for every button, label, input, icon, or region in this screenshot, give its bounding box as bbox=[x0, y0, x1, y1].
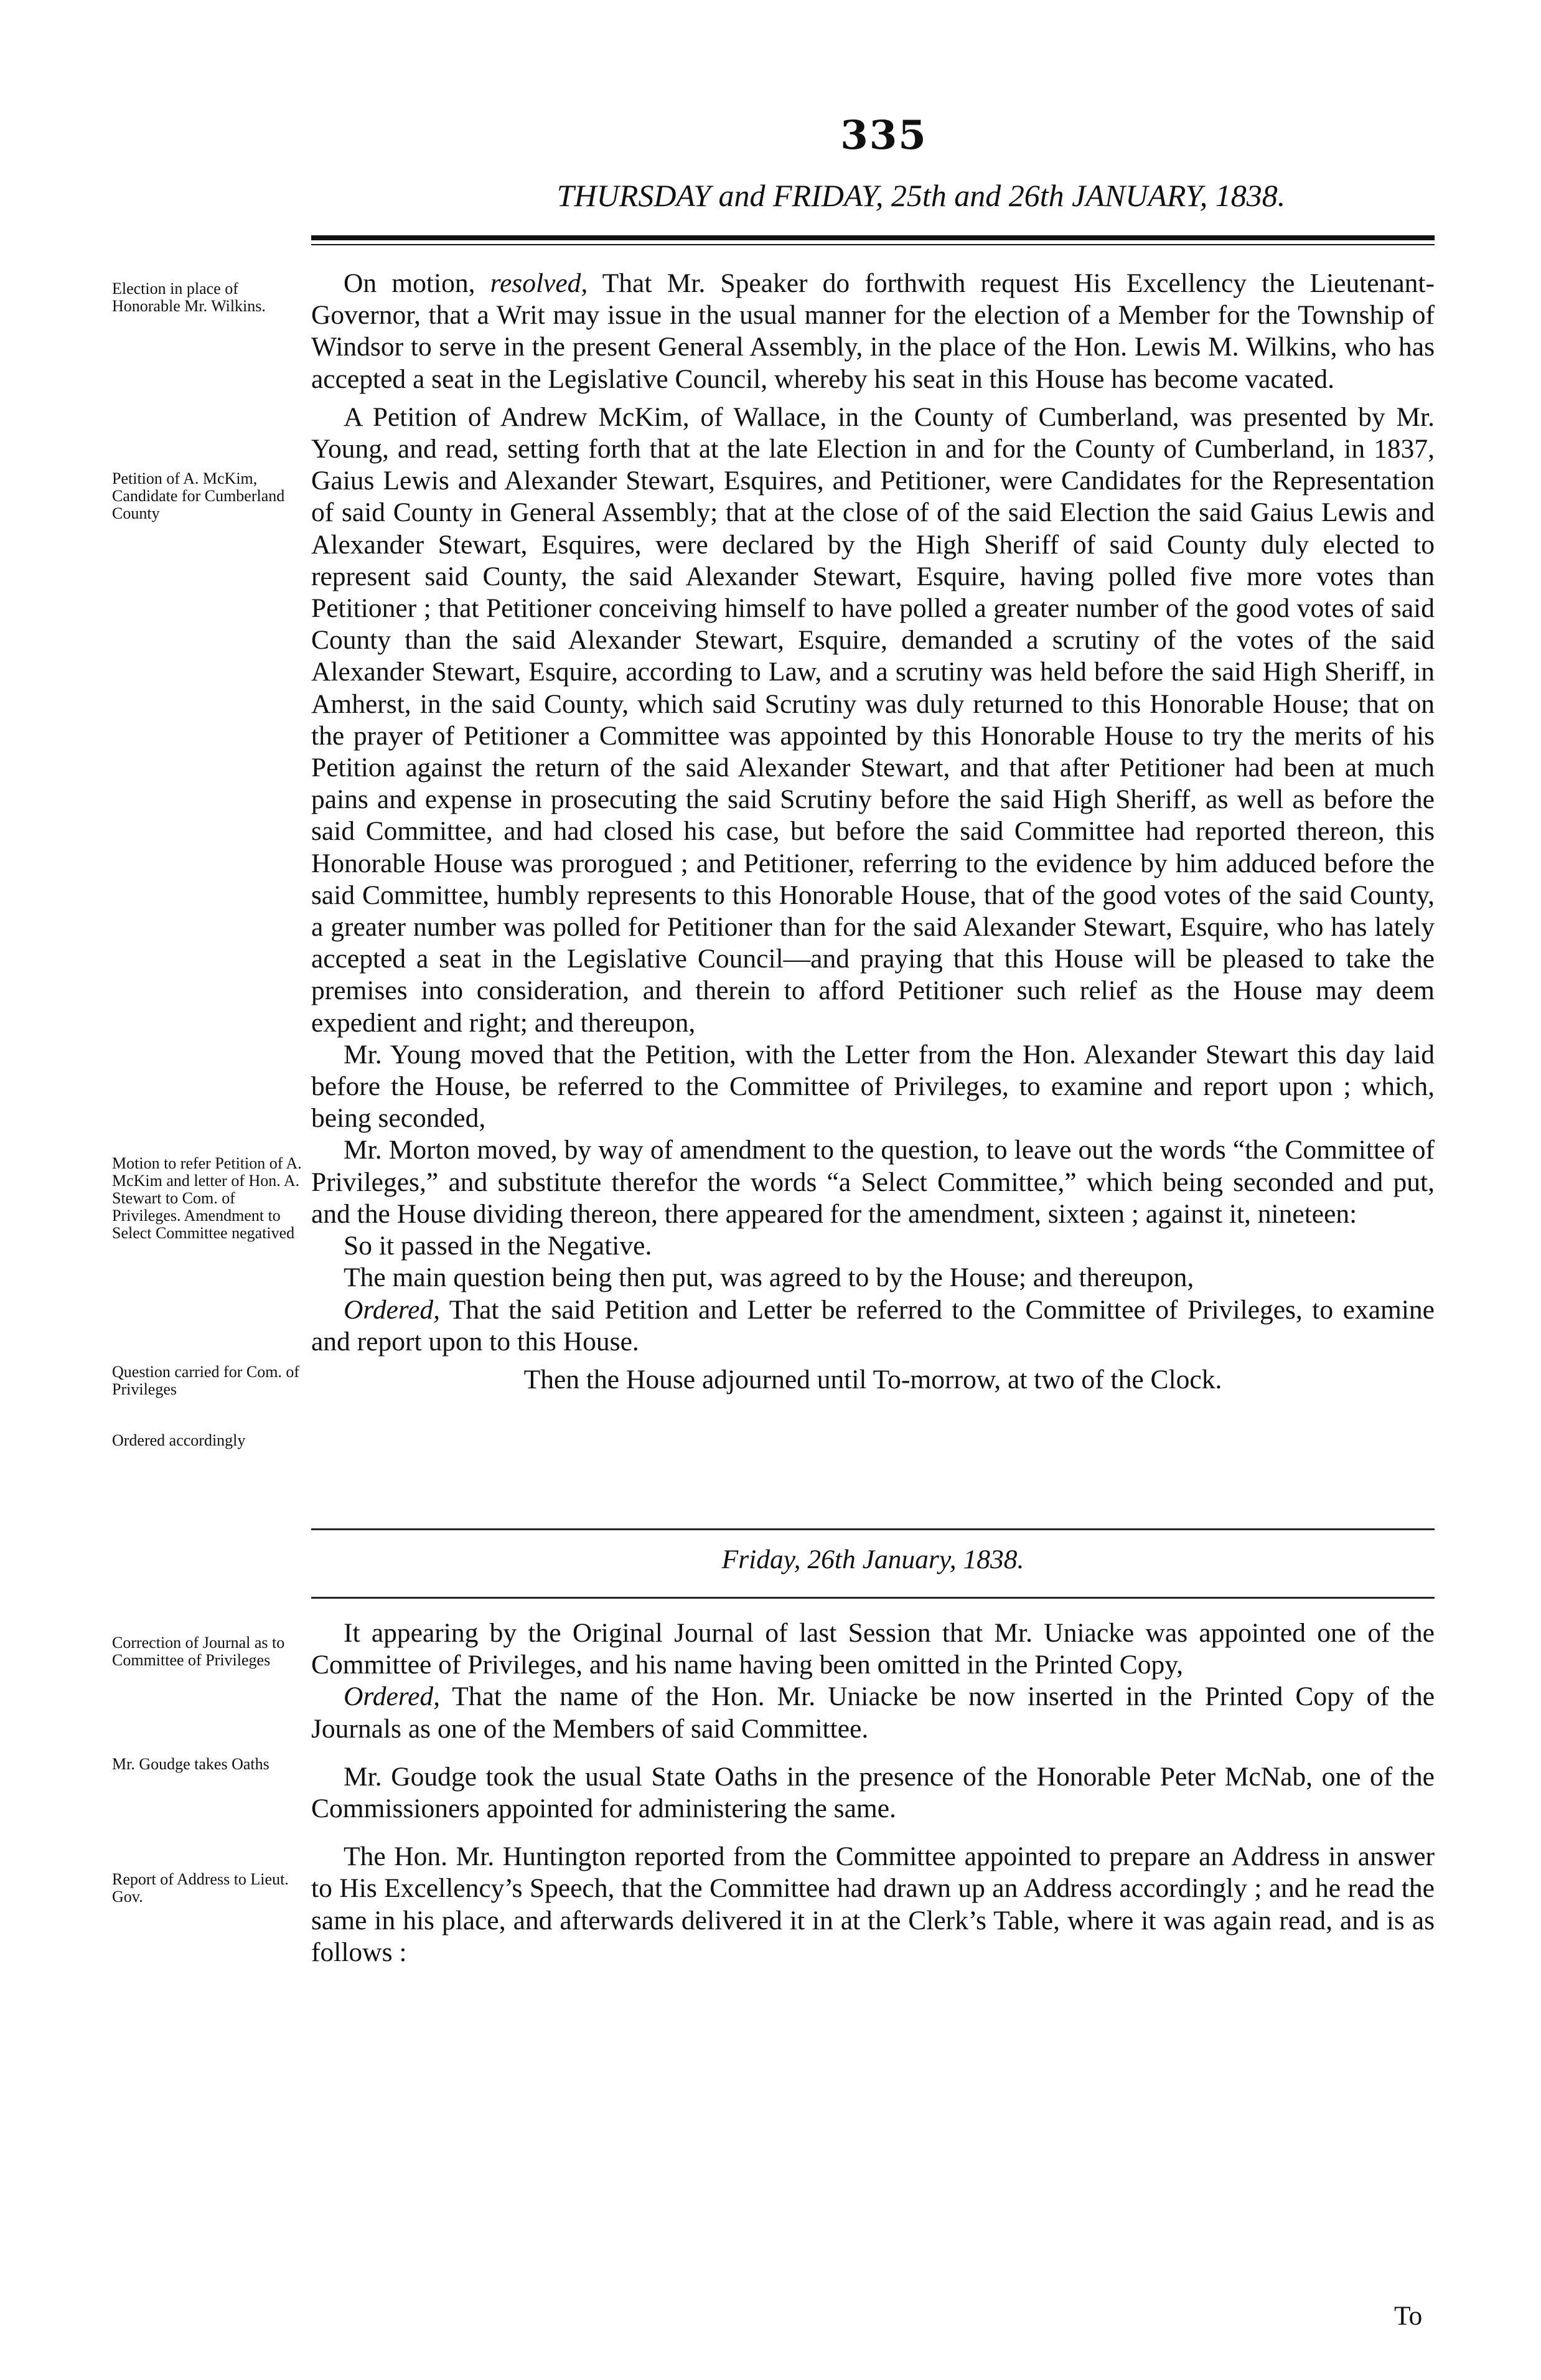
thursday-proceedings bbox=[311, 268, 1435, 1396]
paragraph-young-motion: Mr. Young moved that the Petition, with the Letter from the Hon. Alexander Stewart this day laid before the House, be referred to the Committee of Privileges, to examine and report upon ; which, being seconded, bbox=[311, 1039, 1435, 1134]
friday-proceedings bbox=[311, 1617, 1435, 1968]
text-run-italic: Ordered, bbox=[344, 1294, 441, 1325]
margin-note-motion-refer: Motion to refer Petition of A. McKim and letter of Hon. A. Stewart to Com. of Privileges. Amendment to Select Committee negatived bbox=[112, 1154, 302, 1242]
margin-note-petition-mckim: Petition of A. McKim, Candidate for Cumberland County bbox=[112, 469, 285, 522]
running-title: THURSDAY and FRIDAY, 25th and 26th JANUARY, 1838. bbox=[556, 178, 1286, 213]
page-number: 335 bbox=[840, 112, 927, 159]
margin-note-report-address: Report of Address to Lieut. Gov. bbox=[112, 1870, 289, 1906]
section-rule-bottom bbox=[311, 1597, 1435, 1599]
margin-note-goudge: Mr. Goudge takes Oaths bbox=[112, 1755, 269, 1773]
paragraph-adjourned: Then the House adjourned until To-morrow, at two of the Clock. bbox=[523, 1364, 1222, 1395]
paragraph-writ-election bbox=[311, 268, 1435, 395]
header-double-rule bbox=[311, 235, 1435, 240]
text-run-italic: resolved, bbox=[490, 268, 588, 298]
margin-note-correction: Correction of Journal as to Committee of Privileges bbox=[112, 1634, 285, 1669]
paragraph-negative: So it passed in the Negative. bbox=[344, 1231, 652, 1261]
text-run: That the name of the Hon. Mr. Uniacke be now inserted in the Printed Copy of the Journals as one of the Members of said Committee. bbox=[311, 1682, 1435, 1744]
paragraph-ordered-insert bbox=[311, 1681, 1435, 1744]
paragraph-ordered-refer bbox=[311, 1294, 1435, 1358]
paragraph-main-question: The main question being then put, was agreed to by the House; and thereupon, bbox=[344, 1263, 1194, 1293]
text-run: That Mr. Speaker do forthwith request His Excellency the Lieutenant-Governor, that a Writ may issue in the usual manner for the election of a Member for the Township of Windsor to serve in the present General Assembly, in the place of the Hon. Lewis M. Wilkins, who has accepted a seat in the Legislative Council, whereby his seat in this House has become vacated. bbox=[311, 268, 1435, 394]
paragraph-uniacke: It appearing by the Original Journal of last Session that Mr. Uniacke was appointed one of the Committee of Privileges, and his name having been omitted in the Printed Copy, bbox=[311, 1618, 1435, 1680]
text-run: That the said Petition and Letter be referred to the Committee of Privileges, to examine and report upon to this House. bbox=[311, 1294, 1435, 1357]
catchword: To bbox=[1394, 2301, 1423, 2331]
paragraph-morton-amendment: Mr. Morton moved, by way of amendment to the question, to leave out the words “the Committee of Privileges,” and substitute therefor the words “a Select Committee,” which being seconded and put, and the House dividing thereon, there appeared for the amendment, sixteen ; against it, nineteen: bbox=[311, 1135, 1435, 1229]
margin-note-question-carried: Question carried for Com. of Privileges bbox=[112, 1363, 300, 1398]
margin-note-ordered: Ordered accordingly bbox=[112, 1431, 246, 1449]
paragraph-goudge-oaths: Mr. Goudge took the usual State Oaths in the presence of the Honorable Peter McNab, one of the Commissioners appointed for administering the same. bbox=[311, 1761, 1435, 1824]
text-run: On motion, bbox=[344, 268, 490, 298]
text-run-italic: Ordered, bbox=[344, 1682, 441, 1712]
paragraph-huntington-report: The Hon. Mr. Huntington reported from the Committee appointed to prepare an Address in answer to His Excellency’s Speech, that the Committee had drawn up an Address accordingly ; and he read the same in his place, and afterwards delivered it in at the Clerk’s Table, where it was again read, and is as follows : bbox=[311, 1841, 1435, 1967]
date-heading: Friday, 26th January, 1838. bbox=[721, 1545, 1024, 1574]
margin-note-election: Election in place of Honorable Mr. Wilkins. bbox=[112, 280, 266, 315]
section-rule-top bbox=[311, 1528, 1435, 1530]
paragraph-petition-mckim: A Petition of Andrew McKim, of Wallace, in the County of Cumberland, was presented by Mr. Young, and read, setting forth that at the late Election in and for the County of Cumberland, in 1837, Gaius Lewis and Alexander Stewart, Esquires, and Petitioner, were Candidates for the Representation of said County in General Assembly; that at the close of of the said Election the said Gaius Lewis and Alexander Stewart, Esquires, were declared by the High Sheriff of said County duly elected to represent said County, the said Alexander Stewart, Esquire, having polled five more votes than Petitioner ; that Petitioner conceiving himself to have polled a greater number of the good votes of said County than the said Alexander Stewart, Esquire, demanded a scrutiny of the votes of the said Alexander Stewart, Esquire, according to Law, and a scrutiny was held before the said High Sheriff, in Amherst, in the said County, which said Scrutiny was duly returned to this Honorable House; that on the prayer of Petitioner a Committee was appointed by this Honorable House to try the merits of his Petition against the return of the said Alexander Stewart, and that after Petitioner had been at much pains and expense in prosecuting the said Scrutiny before the said High Sheriff, as well as before the said Committee, and had closed his case, but before the said Committee had reported thereon, this Honorable House was prorogued ; and Petitioner, referring to the evidence by him adduced before the said Committee, humbly represents to this Honorable House, that of the good votes of the said County, a greater number was polled for Petitioner than for the said Alexander Stewart, Esquire, who has lately accepted a seat in the Legislative Council—and praying that this House will be pleased to take the premises into consideration, and therein to afford Petitioner such relief as the House may deem expedient and right; and thereupon, bbox=[311, 402, 1435, 1038]
